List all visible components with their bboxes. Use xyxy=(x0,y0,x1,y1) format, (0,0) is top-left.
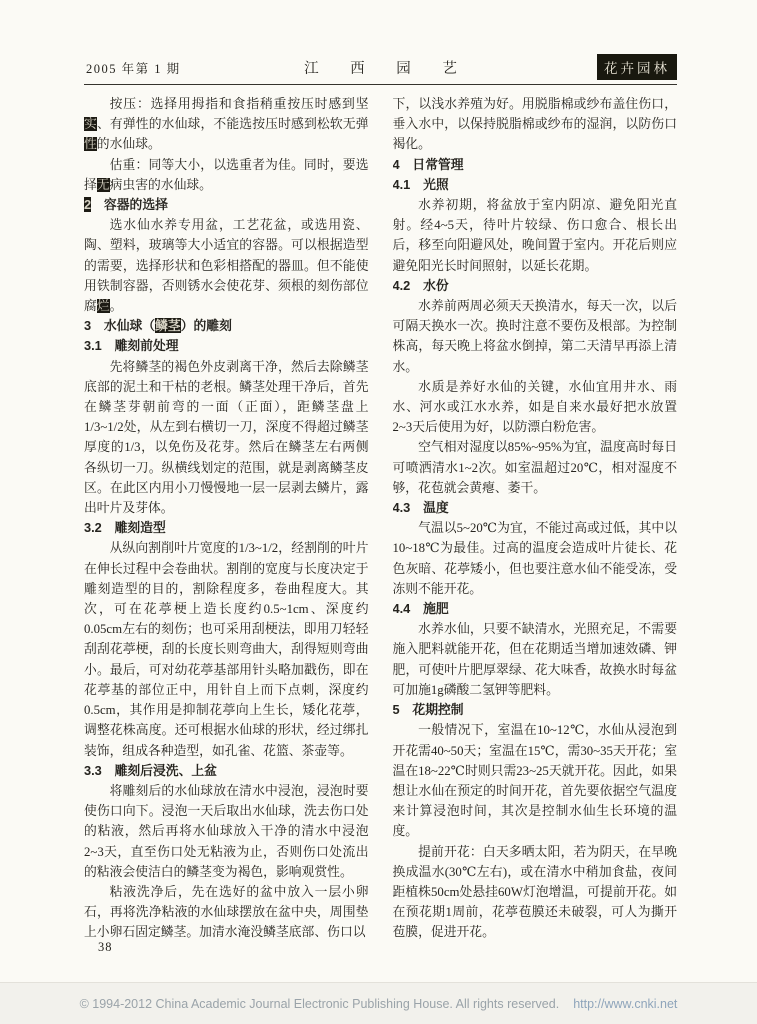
text-run: 一般情况下，室温在10~12℃，水仙从浸泡到开花需40~50天；室温在15℃，需30~35天开花；室温在18~22℃时则只需23~25天就开花。因此，如果想让水仙在预定的时间开花，首先要依据空气温度来计算浸泡时间，其次是控制水仙生长环境的温度。 xyxy=(392,723,677,839)
scan-highlight-artifact: 2 xyxy=(84,197,92,213)
copyright-text: © 1994-2012 China Academic Journal Electronic Publishing House. All rights reserved. xyxy=(79,996,560,1011)
text-run: 的水仙球。 xyxy=(96,137,161,152)
paragraph xyxy=(393,437,678,498)
section-heading xyxy=(393,175,678,195)
section-heading xyxy=(84,518,369,538)
text-run: 粘液洗净后，先在选好的盆中放入一层小卵石，再将洗净粘液的水仙球摆放在盆中央，周围垫上小卵石固定鳞茎。加清水淹没鳞茎底部、伤口以 xyxy=(84,884,369,940)
journal-title: 江 西 园 艺 xyxy=(304,61,471,77)
paragraph xyxy=(393,720,678,841)
text-run: 4.1 光照 xyxy=(392,176,449,192)
text-run: 水养初期，将盆放于室内阴凉、避免阳光直射。经4~5天，待叶片较绿、伤口愈合、根长出后，移至向阳避风处，晚间置于室内。开花后则应避免阳光长时间照射，以延长花期。 xyxy=(392,198,677,273)
paragraph xyxy=(393,94,678,155)
article-body xyxy=(84,94,677,944)
scan-highlight-artifact: 鳞茎 xyxy=(155,318,181,334)
text-run: 选水仙水养专用盆，工艺花盆，或选用瓷、陶、塑料，玻璃等大小适宜的容器。可以根据造型的需要，选择形状和色彩相搭配的器皿。但不能使用铁制容器，否则锈水会使花芽、须根的刻伤部位腐 xyxy=(84,218,369,314)
text-run: 4 日常管理 xyxy=(392,156,464,172)
section-heading xyxy=(393,700,678,720)
paragraph xyxy=(84,357,369,519)
paragraph xyxy=(84,882,369,943)
paragraph xyxy=(393,377,678,438)
text-run: 水养前两周必须天天换清水，每天一次，以后可隔天换水一次。换时注意不要伤及根部。为控制株高，每天晚上将盆水倒掉，第二天清早再添上清水。 xyxy=(392,299,677,374)
text-run: 3 水仙球（ xyxy=(84,318,156,334)
scan-highlight-artifact: 实 xyxy=(84,117,97,132)
text-run: 水养水仙，只要不缺清水，光照充足，不需要施入肥料就能开花，但在花期适当增加速效磷、钾肥，可使叶片肥厚翠绿、花大味香，故换水时每盆可加施1g磷酸二氢钾等肥料。 xyxy=(392,622,677,697)
paragraph xyxy=(393,195,678,276)
section-heading xyxy=(393,276,678,296)
text-run: 水质是养好水仙的关键，水仙宜用井水、雨水、河水或江水水养，如是自来水最好把水放置2~3天后使用为好，以防漂白粉危害。 xyxy=(392,379,677,435)
text-run: 从纵向割削叶片宽度的1/3~1/2，经割削的叶片在伸长过程中会卷曲状。割削的宽度与长度决定于雕刻造型的目的，割除程度多，卷曲程度大。其次，可在花葶梗上造长度约0.5~1cm、深度约0.05cm左右的刻伤；也可采用刮梗法，即用刀轻轻刮刮花葶梗，刮的长度长则弯曲大，刮得短则弯曲小。最后，可对幼花葶基部用针头略加戳伤，即在花葶基的部位正中，用针自上而下点刺，深度约0.5cm，其作用是抑制花葶向上生长，矮化花葶，调整花株高度。还可根据水仙球的形状，经过绑扎装饰，组成各种造型，如孔雀、花篮、茶壶等。 xyxy=(84,541,369,758)
text-run: 4.4 施肥 xyxy=(392,601,449,617)
scan-highlight-artifact: 无 xyxy=(96,177,110,192)
text-run: 下，以浅水养殖为好。用脱脂棉或纱布盖住伤口，垂入水中，以保持脱脂棉或纱布的湿润，以防伤口褐化。 xyxy=(392,97,677,152)
paragraph xyxy=(84,215,369,316)
text-run: 3.3 雕刻后浸洗、上盆 xyxy=(84,762,217,778)
text-run: 气温以5~20℃为宜，不能过高或过低，其中以10~18℃为最佳。过高的温度会造成叶片徒长、花色灰暗、花葶矮小，但也要注意水仙不能受冻，受冻则不能开花。 xyxy=(392,521,677,596)
text-run: 3.2 雕刻造型 xyxy=(84,520,166,536)
text-run: 将雕刻后的水仙球放在清水中浸泡，浸泡时要使伤口向下。浸泡一天后取出水仙球，洗去伤口处的粘液，然后再将水仙球放入干净的清水中浸泡2~3天，直至伤口处无粘液为止，否则伤口处流出的粘液会使洁白的鳞茎变为褐色，影响观赏性。 xyxy=(84,783,369,879)
column-badge: 花卉园林 xyxy=(597,54,677,80)
section-heading xyxy=(84,336,369,356)
section-heading xyxy=(84,761,369,781)
issue-label: 2005 年第 1 期 xyxy=(86,62,181,76)
scan-highlight-artifact: 烂 xyxy=(96,299,110,314)
text-run: 病虫害的水仙球。 xyxy=(109,177,212,192)
paragraph xyxy=(393,842,678,943)
footer xyxy=(0,982,757,1024)
page-number: 38 xyxy=(98,940,113,954)
text-run: 按压：选择用拇指和食指稍重按压时感到坚 xyxy=(109,97,369,111)
paragraph xyxy=(84,781,369,882)
right-column xyxy=(393,94,678,944)
section-heading xyxy=(393,155,678,175)
text-run: 。 xyxy=(109,299,123,314)
scan-highlight-artifact: 性 xyxy=(84,137,97,152)
text-run: 、有弹性的水仙球，不能选按压时感到松软无弹 xyxy=(96,117,369,132)
text-run: 4.3 温度 xyxy=(392,500,449,516)
text-run: 3.1 雕刻前处理 xyxy=(84,338,179,354)
page-header xyxy=(84,54,677,80)
text-run: 提前开花：白天多晒太阳，若为阴天，在早晚换成温水(30℃左右)，或在清水中稍加食盐，夜间距植株50cm处悬挂60W灯泡增温，可提前开花。如在预花期1周前，花葶苞膜还未破裂，可人为撕开苞膜，促进开花。 xyxy=(392,844,677,940)
left-column xyxy=(84,94,369,944)
text-run: 先将鳞茎的褐色外皮剥离干净，然后去除鳞茎底部的泥土和干枯的老根。鳞茎处理干净后，首先在鳞茎芽朝前弯的一面（正面），距鳞茎盘上1/3~1/2处，从左到右横切一刀，深度不得超过鳞茎厚度的1/3，以免伤及花芽。然后在鳞茎左右两侧各纵切一刀。纵横线划定的范围，就是剥离鳞茎皮区。在此区内用小刀慢慢地一层一层剥去鳞片，露出叶片及芽体。 xyxy=(84,359,369,516)
paragraph xyxy=(393,296,678,377)
header-rule xyxy=(84,84,677,85)
text-run: 容器的选择 xyxy=(91,197,168,213)
paragraph xyxy=(393,518,678,599)
paragraph xyxy=(84,94,369,155)
paragraph xyxy=(84,538,369,760)
paragraph xyxy=(84,155,369,195)
paragraph xyxy=(393,619,678,700)
text-run: 5 花期控制 xyxy=(392,702,464,718)
section-heading xyxy=(84,316,369,336)
section-heading xyxy=(84,195,369,215)
text-run: 估重：同等大小，以选重者为佳。同时，要选择 xyxy=(84,157,369,192)
text-run: ）的雕刻 xyxy=(180,318,232,334)
section-heading xyxy=(393,498,678,518)
section-heading xyxy=(393,599,678,619)
footer-url[interactable]: http://www.cnki.net xyxy=(573,996,678,1011)
text-run: 4.2 水份 xyxy=(392,277,449,293)
text-run: 空气相对湿度以85%~95%为宜，温度高时每日可喷洒清水1~2次。如室温超过20℃，相对湿度不够，花苞就会黄瘪、萎干。 xyxy=(392,440,677,495)
